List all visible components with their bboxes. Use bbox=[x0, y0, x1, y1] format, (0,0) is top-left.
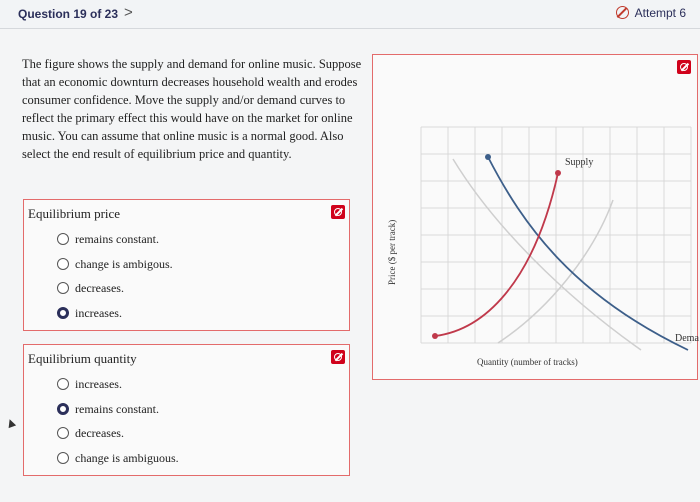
supply-label: Supply bbox=[565, 157, 594, 168]
supply-demand-graph[interactable] bbox=[373, 55, 699, 381]
radio-button-selected[interactable] bbox=[57, 307, 69, 319]
grid bbox=[421, 127, 691, 343]
attempt-indicator bbox=[616, 6, 686, 20]
top-bar bbox=[0, 0, 700, 29]
radio-button[interactable] bbox=[57, 378, 69, 390]
radio-button[interactable] bbox=[57, 233, 69, 245]
mouse-cursor bbox=[6, 418, 16, 428]
supply-curve[interactable] bbox=[435, 173, 558, 336]
supply-curve-handle-bottom[interactable] bbox=[432, 333, 438, 339]
incorrect-icon bbox=[331, 350, 345, 364]
radio-button[interactable] bbox=[57, 427, 69, 439]
demand-curve-handle[interactable] bbox=[485, 154, 491, 160]
equilibrium-quantity-title: Equilibrium quantity bbox=[28, 351, 137, 366]
radio-button[interactable] bbox=[57, 452, 69, 464]
question-area bbox=[0, 29, 700, 502]
x-axis-label: Quantity (number of tracks) bbox=[477, 357, 578, 367]
demand-curve[interactable] bbox=[488, 157, 688, 350]
radio-button[interactable] bbox=[57, 258, 69, 270]
supply-curve-handle-top[interactable] bbox=[555, 170, 561, 176]
equilibrium-price-group: Equilibrium price remains constant. change is ambigous. decreases. increases. bbox=[23, 199, 350, 331]
attempt-label: Attempt 6 bbox=[634, 6, 686, 20]
attempt-status-icon bbox=[616, 6, 629, 19]
radio-button[interactable] bbox=[57, 282, 69, 294]
equilibrium-quantity-group: Equilibrium quantity increases. remains constant. decreases. change is ambiguous. bbox=[23, 344, 350, 476]
demand-label: Dema bbox=[675, 333, 699, 344]
incorrect-icon bbox=[331, 205, 345, 219]
radio-button-selected[interactable] bbox=[57, 403, 69, 415]
question-counter: Question 19 of 23 bbox=[18, 7, 119, 21]
supply-demand-graph-panel bbox=[372, 54, 698, 380]
next-question-button[interactable]: > bbox=[124, 4, 133, 21]
original-demand-curve bbox=[453, 159, 641, 350]
y-axis-label: Price ($ per track) bbox=[387, 219, 397, 285]
equilibrium-price-title: Equilibrium price bbox=[28, 206, 121, 221]
question-prompt: The figure shows the supply and demand for online music. Suppose that an economic downturn decreases household wealth and erodes consumer confidence. Move the supply and/or demand curves to reflect the primary effect this would have on the market for online music. You can assume that online music is a normal good. Also select the end result of equilibrium price and quantity. bbox=[22, 57, 362, 161]
